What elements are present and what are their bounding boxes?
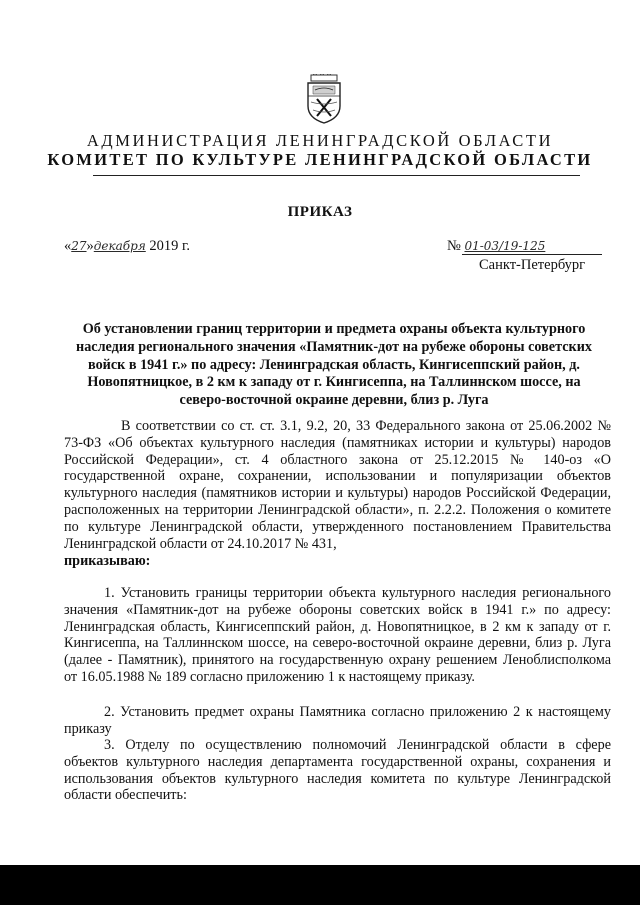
committee-name: КОМИТЕТ ПО КУЛЬТУРЕ ЛЕНИНГРАДСКОЙ ОБЛАСТИ <box>47 150 593 169</box>
header-divider <box>93 175 580 176</box>
date-month: декабря <box>93 239 146 253</box>
date-year: 2019 г. <box>149 238 190 254</box>
order-item-2: 2. Установить предмет охраны Памятника согласно приложению 2 к настоящему приказу <box>64 704 611 737</box>
coat-of-arms-icon <box>305 74 343 124</box>
date-day: 27 <box>71 239 87 253</box>
number-value: 01-03/19-125 <box>464 239 546 253</box>
scan-edge-bar <box>0 865 640 905</box>
document-date <box>64 238 190 255</box>
order-item-1: 1. Установить границы территории объекта культурного наследия регионального значения «Памятник-дот на рубеже обороны советских войск в 1941 г.» по адресу: Ленинградская область, Кингисеппский район, д. Новопятницкое, в 2 км к западу от г. Кингисеппа, на Таллиннском шоссе, на северо-восточной окраине деревни, близ р. Луга (далее - Памятник), принятого на государственную охрану решением Леноблисполкома от 16.05.1988 № 189 согласно приложению 1 к настоящему приказу. <box>64 585 611 685</box>
document-city: Санкт-Петербург <box>479 257 586 273</box>
resolve-word: приказываю: <box>64 553 151 569</box>
date-open-quote: « <box>64 238 72 254</box>
number-underline <box>462 254 602 255</box>
document-type: ПРИКАЗ <box>287 204 353 220</box>
date-close-quote: » <box>86 238 94 254</box>
number-sign: № <box>447 238 461 254</box>
order-item-3: 3. Отделу по осуществлению полномочий Ленинградской области в сфере объектов культурного наследия департамента государственной охраны, сохранения и использования объектов культурного наследия комитета по культуре Ленинградской области обеспечить: <box>64 737 611 804</box>
organization-name: АДМИНИСТРАЦИЯ ЛЕНИНГРАДСКОЙ ОБЛАСТИ <box>86 131 554 150</box>
preamble-paragraph: В соответствии со ст. ст. 3.1, 9.2, 20, 33 Федерального закона от 25.06.2002 № 73-ФЗ «Об объектах культурного наследия (памятниках истории и культуры) народов Российской Федерации», ст. 4 областного закона от 25.12.2015 № 140-оз «О государственной охране, сохранении, использовании и популяризации объектов культурного наследия (памятников истории и культуры) народов Российской Федерации, расположенных на территории Ленинградской области», п. 2.2.2. Положения о комитете по культуре Ленинградской области, утвержденного постановлением Правительства Ленинградской области от 24.10.2017 № 431, <box>64 418 611 552</box>
document-title: Об установлении границ территории и предмета охраны объекта культурного наследия регионального значения «Памятник-дот на рубеже обороны советских войск в 1941 г.» по адресу: Ленинградская область, Кингисеппский район, д. Новопятницкое, в 2 км к западу от г. Кингисеппа, на Таллиннском шоссе, на северо-восточной окраине деревни, близ р. Луга <box>76 321 592 409</box>
document-number <box>447 238 545 255</box>
